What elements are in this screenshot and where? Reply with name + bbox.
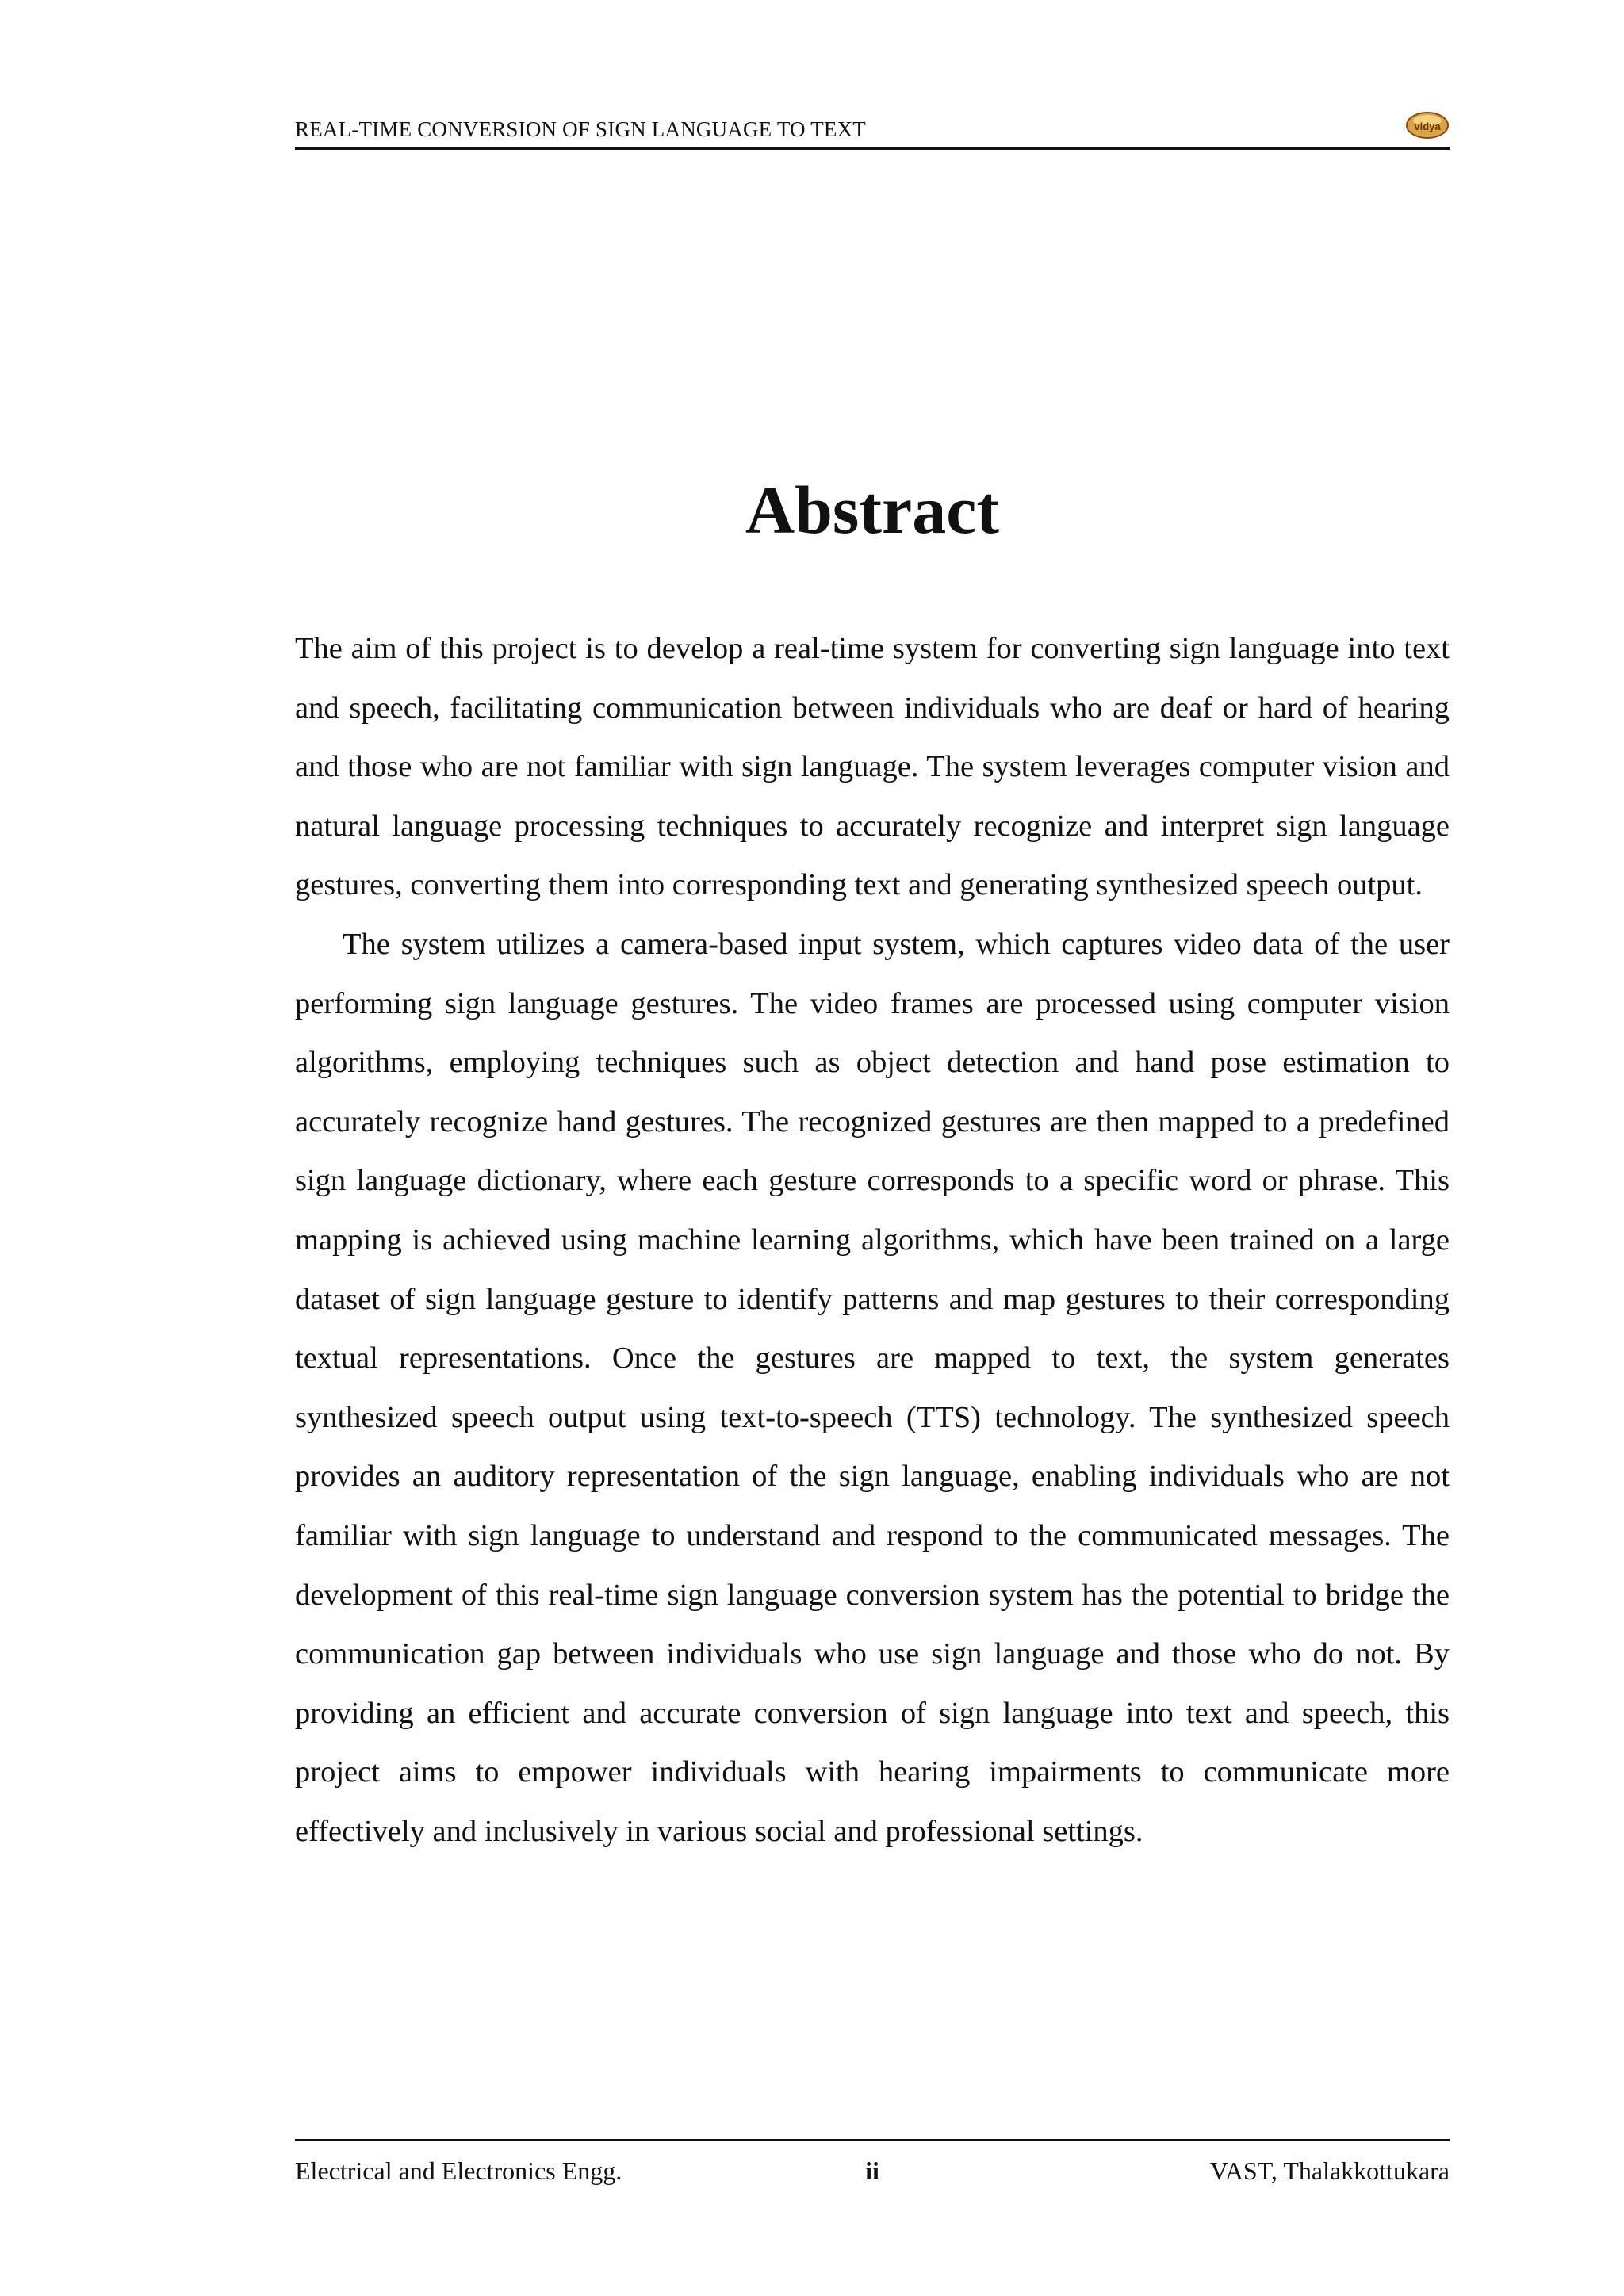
page-title: Abstract <box>745 471 1000 548</box>
footer-rule <box>295 2139 1450 2141</box>
logo-text: vidya <box>1414 121 1441 132</box>
abstract-paragraph-2: The system utilizes a camera-based input system, which captures video data of the user performing sign language gestures. The video frames are processed using computer vision algorithms, employing techniques such as object detection and hand pose estimation to accurately recognize hand gestures. The recognized gestures are then mapped to a predefined sign language dictionary, where each gesture corresponds to a specific word or phrase. This mapping is achieved using machine learning algorithms, which have been trained on a large dataset of sign language gesture to identify patterns and map gestures to their corresponding textual representations. Once the gestures are mapped to text, the system generates synthesized speech output using text-to-speech (TTS) technology. The synthesized speech provides an auditory representation of the sign language, enabling individuals who are not familiar with sign language to understand and respond to the communicated messages. The development of this real-time sign language conversion system has the potential to bridge the communication gap between individuals who use sign language and those who do not. By providing an efficient and accurate conversion of sign language into text and speech, this project aims to empower individuals with hearing impairments to communicate more effectively and inclusively in various social and professional settings. <box>295 927 1450 1848</box>
abstract-body <box>295 619 1450 1861</box>
running-title: REAL-TIME CONVERSION OF SIGN LANGUAGE TO TEXT <box>295 117 866 141</box>
page-footer <box>295 2156 1450 2195</box>
header-rule <box>295 147 1450 150</box>
institution-name: VAST, Thalakkottukara <box>1209 2156 1450 2185</box>
vidya-logo-icon <box>1405 109 1450 141</box>
department-name: Electrical and Electronics Engg. <box>295 2156 622 2185</box>
page-number: ii <box>865 2156 879 2185</box>
page-header <box>295 109 1450 151</box>
abstract-paragraph-1: The aim of this project is to develop a real-time system for converting sign language into text and speech, facilitating communication between individuals who are deaf or hard of hearing and those who are not familiar with sign language. The system leverages computer vision and natural language processing techniques to accurately recognize and interpret sign language gestures, converting them into corresponding text and generating synthesized speech output. <box>295 632 1450 902</box>
